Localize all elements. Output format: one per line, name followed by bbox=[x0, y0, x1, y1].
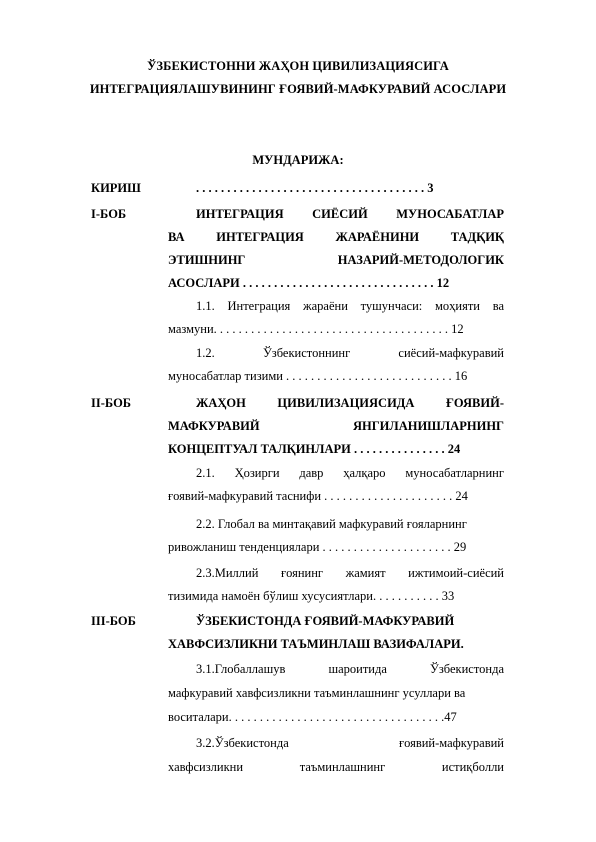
toc-chapter1-line4: АСОСЛАРИ . . . . . . . . . . . . . . . . . . . . . . . . . . . . . . . 12 bbox=[168, 276, 450, 290]
toc-1-2-line1: 1.2. Ўзбекистоннинг сиёсий-мафкуравий bbox=[196, 346, 504, 360]
toc-2-1-line1: 2.1. Ҳозирги давр ҳалқаро муносабатларнинг bbox=[196, 466, 504, 480]
toc-chapter2-line1: ЖАҲОН ЦИВИЛИЗАЦИЯСИДА ҒОЯВИЙ- bbox=[196, 396, 504, 410]
toc-chapter2-label: II-БОБ bbox=[91, 396, 132, 410]
title-line-1: ЎЗБЕКИСТОННИ ЖАҲОН ЦИВИЛИЗАЦИЯСИГА bbox=[147, 59, 449, 73]
toc-2-2-line2: ривожланиш тенденциялари . . . . . . . . . . . . . . . . . . . . . 29 bbox=[168, 540, 467, 554]
toc-3-2-line2: хавфсизликни таъминлашнинг истиқболли bbox=[168, 760, 504, 774]
toc-chapter1-line2: ВА ИНТЕГРАЦИЯ ЖАРАЁНИНИ ТАДҚИҚ bbox=[168, 230, 504, 244]
toc-intro-label: КИРИШ bbox=[91, 181, 141, 195]
toc-1-2-line2: муносабатлар тизими . . . . . . . . . . . . . . . . . . . . . . . . . . . 16 bbox=[168, 369, 468, 383]
toc-3-1-line3: воситалари. . . . . . . . . . . . . . . . . . . . . . . . . . . . . . . . . . .47 bbox=[168, 710, 457, 724]
toc-chapter3-line2: ХАВФСИЗЛИКНИ ТАЪМИНЛАШ ВАЗИФАЛАРИ. bbox=[168, 637, 464, 651]
toc-2-2-line1: 2.2. Глобал ва минтақавий мафкуравий ғояларнинг bbox=[196, 517, 467, 531]
toc-2-1-line2: ғоявий-мафкуравий таснифи . . . . . . . . . . . . . . . . . . . . . 24 bbox=[168, 489, 468, 503]
toc-1-1-line2: мазмуни. . . . . . . . . . . . . . . . . . . . . . . . . . . . . . . . . . . . . . 12 bbox=[168, 322, 464, 336]
toc-2-3-line1: 2.3.Миллий ғоянинг жамият ижтимоий-сиёсий bbox=[196, 566, 504, 580]
toc-chapter3-line1: ЎЗБЕКИСТОНДА ҒОЯВИЙ-МАФКУРАВИЙ bbox=[196, 614, 455, 628]
toc-chapter1-line3: ЭТИШНИНГ НАЗАРИЙ-МЕТОДОЛОГИК bbox=[168, 253, 504, 267]
toc-1-1-line1: 1.1. Интеграция жараёни тушунчаси: моҳияти ва bbox=[196, 299, 504, 313]
title-line-2: ИНТЕГРАЦИЯЛАШУВИНИНГ ҒОЯВИЙ-МАФКУРАВИЙ АСОСЛАРИ bbox=[89, 82, 507, 96]
toc-chapter2-line2: МАФКУРАВИЙ ЯНГИЛАНИШЛАРНИНГ bbox=[168, 419, 504, 433]
contents-heading: МУНДАРИЖА: bbox=[252, 153, 344, 167]
toc-chapter3-label: III-БОБ bbox=[91, 614, 136, 628]
toc-2-3-line2: тизимида намоён бўлиш хусусиятлари. . . . . . . . . . . 33 bbox=[168, 589, 455, 603]
toc-chapter1-label: I-БОБ bbox=[91, 207, 127, 221]
toc-3-2-line1: 3.2.Ўзбекистонда ғоявий-мафкуравий bbox=[196, 736, 504, 750]
toc-3-1-line2: мафкуравий хавфсизликни таъминлашнинг усуллари ва bbox=[168, 686, 466, 700]
toc-chapter1-line1: ИНТЕГРАЦИЯ СИЁСИЙ МУНОСАБАТЛАР bbox=[196, 207, 504, 221]
toc-3-1-line1: 3.1.Глобаллашув шароитида Ўзбекистонда bbox=[196, 662, 504, 676]
toc-intro-dots: . . . . . . . . . . . . . . . . . . . . . . . . . . . . . . . . . . . . . 3 bbox=[196, 181, 434, 195]
toc-chapter2-line3: КОНЦЕПТУАЛ ТАЛҚИНЛАРИ . . . . . . . . . . . . . . . 24 bbox=[168, 442, 461, 456]
